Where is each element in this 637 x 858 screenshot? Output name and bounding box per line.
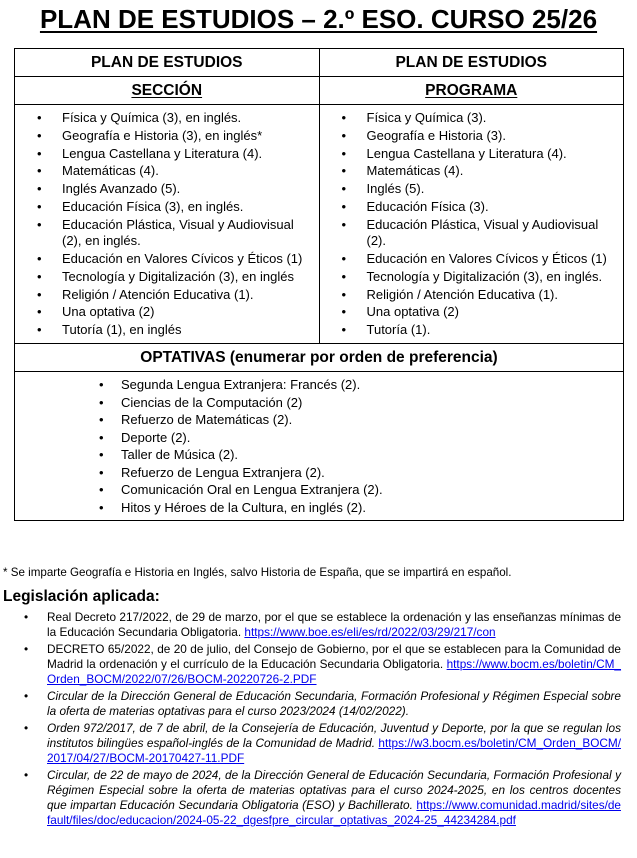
- list-item: • Matemáticas (4).: [37, 163, 315, 180]
- list-item: • Inglés (5).: [342, 181, 620, 198]
- legislation-item: [24, 610, 621, 640]
- legislation-title: Legislación aplicada:: [3, 588, 160, 605]
- list-item: • Educación en Valores Cívicos y Éticos (1): [37, 251, 315, 268]
- legislation-link[interactable]: https://www.bocm.es/boletin/CM_Orden_BOCM/2022/07/26/BOCM-20220726-2.PDF: [47, 657, 621, 686]
- list-item: • Refuerzo de Matemáticas (2).: [99, 411, 619, 429]
- list-item: • Tutoría (1), en inglés: [37, 322, 315, 339]
- legislation-item: [24, 768, 621, 828]
- seccion-header: PLAN DE ESTUDIOS: [15, 49, 320, 77]
- legislation-text: DECRETO 65/2022, de 20 de julio, del Consejo de Gobierno, por el que se establecen para la Comunidad de Madrid la ordenación y el currículo de la Educación Secundaria Obligatoria.: [47, 642, 621, 671]
- programa-header: PLAN DE ESTUDIOS: [319, 49, 624, 77]
- list-item: • Geografía e Historia (3).: [342, 128, 620, 145]
- list-item: • Tecnología y Digitalización (3), en inglés.: [342, 269, 620, 286]
- legislation-link[interactable]: https://www.boe.es/eli/es/rd/2022/03/29/217/con: [244, 625, 496, 639]
- legislation-text: Real Decreto 217/2022, de 29 de marzo, por el que se establece la ordenación y las enseñanzas mínimas de la Educación Secundaria Obligatoria.: [47, 610, 621, 639]
- legislation-link[interactable]: https://www.comunidad.madrid/sites/default/files/doc/educacion/2024-05-22_dgesfpre_circular_optativas_2024-25_44234284.pdf: [47, 798, 621, 827]
- list-item: • Refuerzo de Lengua Extranjera (2).: [99, 464, 619, 482]
- list-item: • Geografía e Historia (3), en inglés*: [37, 128, 315, 145]
- list-item: • Comunicación Oral en Lengua Extranjera (2).: [99, 481, 619, 499]
- legislation-item: [24, 642, 621, 687]
- footnote: * Se imparte Geografía e Historia en Inglés, salvo Historia de España, que se impartirá en español.: [3, 566, 512, 579]
- seccion-subject-list: [15, 105, 319, 343]
- seccion-column: [15, 105, 320, 344]
- programa-subheader: PROGRAMA: [319, 77, 624, 105]
- list-item: • Lengua Castellana y Literatura (4).: [342, 146, 620, 163]
- list-item: • Educación Plástica, Visual y Audiovisual (2).: [342, 217, 620, 250]
- list-item: • Ciencias de la Computación (2): [99, 394, 619, 412]
- list-item: • Educación Física (3), en inglés.: [37, 199, 315, 216]
- list-item: • Una optativa (2): [342, 304, 620, 321]
- optativas-header: OPTATIVAS (enumerar por orden de preferencia): [15, 344, 624, 372]
- list-item: • Educación Física (3).: [342, 199, 620, 216]
- programa-column: [319, 105, 624, 344]
- list-item: • Física y Química (3), en inglés.: [37, 110, 315, 127]
- list-item: • Deporte (2).: [99, 429, 619, 447]
- programa-subject-list: [320, 105, 624, 343]
- list-item: • Segunda Lengua Extranjera: Francés (2).: [99, 376, 619, 394]
- optativas-list: [15, 372, 623, 520]
- seccion-subheader: SECCIÓN: [15, 77, 320, 105]
- list-item: • Lengua Castellana y Literatura (4).: [37, 146, 315, 163]
- list-item: • Religión / Atención Educativa (1).: [342, 287, 620, 304]
- list-item: • Taller de Música (2).: [99, 446, 619, 464]
- list-item: • Tutoría (1).: [342, 322, 620, 339]
- page-title: PLAN DE ESTUDIOS – 2.º ESO. CURSO 25/26: [39, 4, 598, 34]
- legislation-text: Orden 972/2017, de 7 de abril, de la Consejería de Educación, Juventud y Deporte, por la que se regulan los institutos bilingües español-inglés de la Comunidad de Madrid.: [47, 721, 621, 750]
- legislation-link[interactable]: https://w3.bocm.es/boletin/CM_Orden_BOCM/2017/04/27/BOCM-20170427-11.PDF: [47, 736, 621, 765]
- list-item: • Una optativa (2): [37, 304, 315, 321]
- legislation-list: [24, 610, 621, 830]
- list-item: • Tecnología y Digitalización (3), en inglés: [37, 269, 315, 286]
- optativas-cell: [15, 372, 624, 521]
- legislation-item: [24, 689, 621, 719]
- study-plan-table: [14, 48, 624, 521]
- legislation-text: Circular de la Dirección General de Educación Secundaria, Formación Profesional y Régimen Especial sobre la oferta de materias optativas para el curso 2023/2024 (14/02/2022).: [47, 689, 621, 718]
- list-item: • Religión / Atención Educativa (1).: [37, 287, 315, 304]
- legislation-item: [24, 721, 621, 766]
- list-item: • Física y Química (3).: [342, 110, 620, 127]
- legislation-text: Circular, de 22 de mayo de 2024, de la Dirección General de Educación Secundaria, Formación Profesional y Régimen Especial sobre la oferta de materias optativas para el curso 2024-2025, en los centros docentes que impartan Educación Secundaria Obligatoria (ESO) y Bachillerato.: [47, 768, 621, 812]
- list-item: • Hitos y Héroes de la Cultura, en inglés (2).: [99, 499, 619, 517]
- list-item: • Educación Plástica, Visual y Audiovisual (2), en inglés.: [37, 217, 315, 250]
- list-item: • Inglés Avanzado (5).: [37, 181, 315, 198]
- list-item: • Matemáticas (4).: [342, 163, 620, 180]
- list-item: • Educación en Valores Cívicos y Éticos (1): [342, 251, 620, 268]
